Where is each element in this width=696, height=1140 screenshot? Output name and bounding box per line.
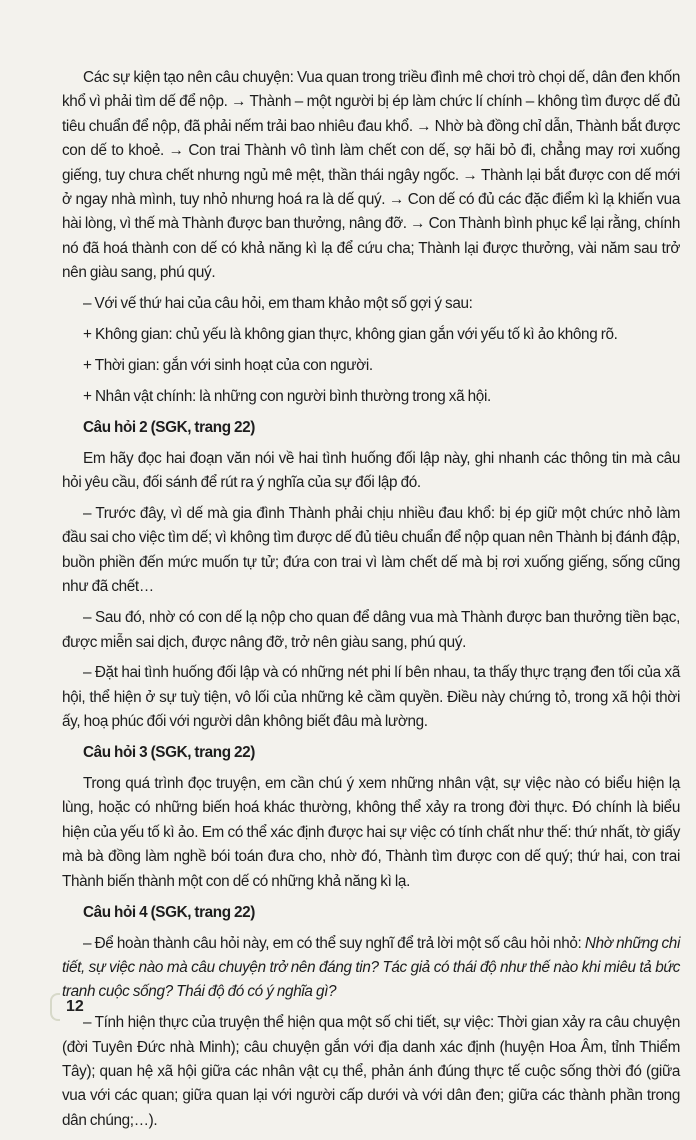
q4-guide-questions: Nhờ những chi tiết, sự việc nào mà câu chuyện trở nên đáng tin? Tác giả có thái độ như thế nào khi miêu tả bức tranh cuộc sống? Thái độ đó có ý nghĩa gì? xyxy=(62,934,680,1001)
page-body xyxy=(62,66,680,1140)
page-number: 12 xyxy=(66,998,84,1015)
page-number-bracket-icon xyxy=(50,993,60,1021)
paragraph-q4-realism: – Tính hiện thực của truyện thể hiện qua một số chi tiết, sự việc: Thời gian xảy ra câu chuyện (đời Tuyên Đức nhà Minh); câu chuyện gắn với địa danh xác định (huyện Hoa Âm, tỉnh Thiểm Tây); quan hệ xã hội giữa các nhân vật cụ thể, phản ánh đúng thực tế cuộc sống thời đó (giữa vua với các quan; giữa quan lại với người cấp dưới và với dân đen; giữa các thành phần trong dân chúng;…). xyxy=(62,1014,680,1129)
bullet-character: + Nhân vật chính: là những con người bình thường trong xã hội. xyxy=(83,387,491,405)
question-3-heading: Câu hỏi 3 (SGK, trang 22) xyxy=(83,744,255,762)
paragraph-q2-meaning: – Đặt hai tình huống đối lập và có những nét phi lí bên nhau, ta thấy thực trạng đen tối của xã hội, thể hiện ở sự tuỳ tiện, vô lối của những kẻ cầm quyền. Điều này chứng tỏ, trong xã hội thời ấy, hoạ phúc đối với người dân không biết đâu mà lường. xyxy=(62,664,680,731)
paragraph-q2-before: – Trước đây, vì dế mà gia đình Thành phải chịu nhiều đau khổ: bị ép giữ một chức nhỏ làm đầu sai cho việc tìm dế; vì không tìm được dế đủ tiêu chuẩn để nộp quan nên Thành bị đánh đập, buồn phiền đến mức muốn tự tử; đứa con trai vì làm chết dế mà bị rơi xuống giếng, sống cũng như đã chết… xyxy=(62,505,680,596)
paragraph-q4-guide xyxy=(62,932,680,1005)
paragraph-q3: Trong quá trình đọc truyện, em cần chú ý xem những nhân vật, sự việc nào có biểu hiện lạ lùng, hoặc có những biến hoá khác thường, không thể xảy ra trong đời thực. Đó chính là biểu hiện của yếu tố kì ảo. Em có thể xác định được hai sự việc có tính chất như thế: thứ nhất, tờ giấy mà bà đồng làm nghề bói toán đưa cho, nhờ đó, Thành tìm được con dế quý; thứ hai, con trai Thành biến thành một con dế có những khả năng kì lạ. xyxy=(62,775,680,890)
q4-guide-lead: – Để hoàn thành câu hỏi này, em có thể suy nghĩ để trả lời một số câu hỏi nhỏ: xyxy=(83,934,585,952)
paragraph-events: Các sự kiện tạo nên câu chuyện: Vua quan trong triều đình mê chơi trò chọi dế, dân đen khốn khổ vì phải tìm dế để nộp. → Thành – một người bị ép làm chức lí chính – không tìm được dế đủ tiêu chuẩn để nộp, đã phải nếm trải bao nhiêu đau khổ. → Nhờ bà đồng chỉ dẫn, Thành bắt được con dế to khoẻ. → Con trai Thành vô tình làm chết con dế, sợ hãi bỏ đi, chẳng may rơi xuống giếng, tuy chưa chết nhưng ngủ mê mệt, thần thái ngây ngốc. → Thành lại bắt được con dế mới ở ngay nhà mình, tuy nhỏ nhưng hoá ra là dế quý. → Con dế có đủ các đặc điểm kì lạ khiến vua hài lòng, vì thế mà Thành được ban thưởng, nâng đỡ. → Con Thành bình phục kể lại rằng, chính nó đã hoá thành con dế có khả năng kì lạ để cứu cha; Thành lại được thưởng, vài năm sau trở nên giàu sang, phú quý. xyxy=(62,69,680,282)
question-4-heading: Câu hỏi 4 (SGK, trang 22) xyxy=(83,903,255,921)
paragraph-q2-after: – Sau đó, nhờ có con dế lạ nộp cho quan để dâng vua mà Thành được ban thưởng tiền bạc, được miễn sai dịch, được nâng đỡ, trở nên giàu sang, phú quý. xyxy=(62,609,680,651)
bullet-time: + Thời gian: gắn với sinh hoạt của con người. xyxy=(83,356,373,374)
paragraph-second-part: – Với vế thứ hai của câu hỏi, em tham khảo một số gợi ý sau: xyxy=(83,295,473,313)
paragraph-q2-intro: Em hãy đọc hai đoạn văn nói về hai tình huống đối lập này, ghi nhanh các thông tin mà câu hỏi yêu cầu, đối sánh để rút ra ý nghĩa của sự đối lập đó. xyxy=(62,449,680,492)
page-number-block xyxy=(50,994,84,1020)
bullet-space: + Không gian: chủ yếu là không gian thực, không gian gắn với yếu tố kì ảo không rõ. xyxy=(83,326,618,344)
question-2-heading: Câu hỏi 2 (SGK, trang 22) xyxy=(83,418,255,436)
